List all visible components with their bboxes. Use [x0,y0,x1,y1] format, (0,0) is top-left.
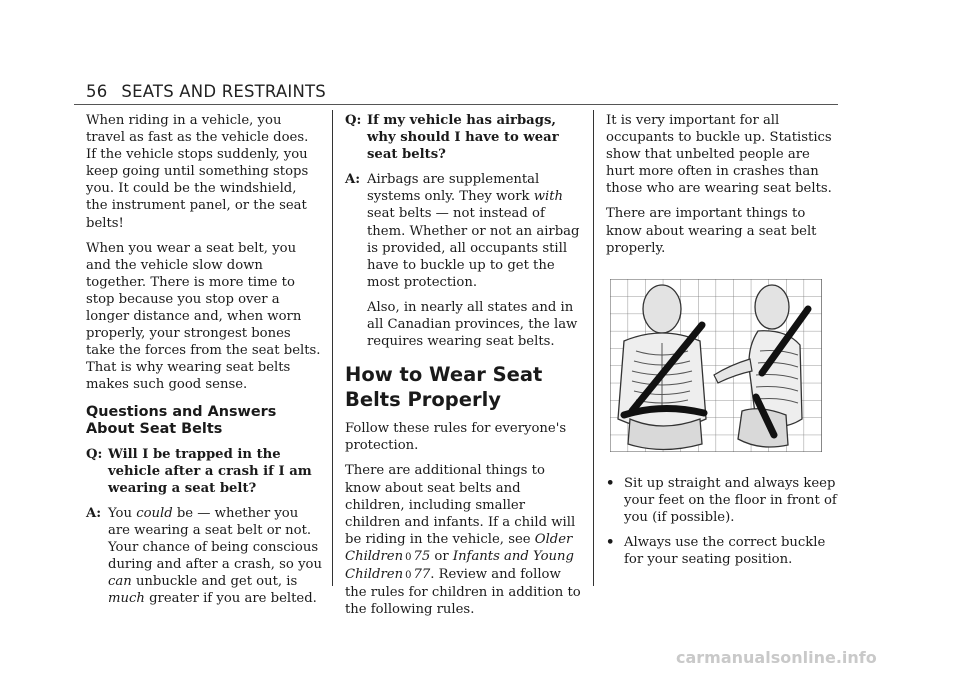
page-ref-77[interactable]: 77 [413,566,431,582]
q-label: Q: [345,113,362,128]
link-older-children[interactable]: Older Children [345,531,573,564]
subheading-qa: Questions and Answers About Seat Belts [86,403,277,437]
watermark: carmanualsonline.info [676,648,877,667]
seat-belt-illustration [610,279,822,452]
section-heading: How to Wear Seat Belts Properly [345,363,543,412]
header-rule [74,104,838,105]
column-3 [606,112,840,576]
list-item: • Always use the correct buckle for your seating position. [606,535,826,568]
answer-text: Airbags are supplemental systems only. They work with seat belts — not instead of them. Whether or not an airbag is provided, all occupants still have to buckle up to get the most protection. Also, in nearly all states and in all Canadian provinces, the law requires wearing seat belts. [367,172,580,350]
section-title: SEATS AND RESTRAINTS [121,82,326,101]
question-text: If my vehicle has airbags, why should I have to wear seat belts? [367,113,559,163]
column-1 [86,112,322,615]
bullet-icon: • [606,475,615,491]
bullet-icon: • [606,535,615,551]
column-divider-2 [593,110,594,586]
question-1 [86,446,322,497]
question-2 [345,112,582,163]
column-divider-1 [332,110,333,586]
paragraph: There are important things to know about wearing a seat belt properly. [606,206,817,256]
page-number: 56 [86,82,108,101]
link-infants-young-children[interactable]: Infants and Young Children [345,548,574,582]
column-2 [345,112,582,626]
page-ref-75[interactable]: 75 [413,548,431,564]
a-label: A: [86,505,102,521]
question-text: Will I be trapped in the vehicle after a crash if I am wearing a seat belt? [108,446,312,496]
answer-1 [86,505,322,608]
a-label: A: [345,172,361,188]
paragraph: It is very important for all occupants to buckle up. Statistics show that unbelted people are hurt more often in crashes than those who are wearing seat belts. [606,113,832,197]
q-label: Q: [86,446,103,462]
paragraph: When you wear a seat belt, you and the vehicle slow down together. There is more time to stop because you stop over a longer distance and, when worn properly, your strongest bones take the forces from the seat belts. That is why wearing seat belts makes such good sense. [86,240,321,393]
answer-text: You could be — whether you are wearing a seat belt or not. Your chance of being conscious during and after a crash, so you can unbuckle and get out, is much greater if you are belted. [108,505,322,607]
page-header [86,82,326,101]
list-item: • Sit up straight and always keep your feet on the floor in front of you (if possible). [606,475,837,526]
bullet-list [606,475,840,568]
paragraph-children: There are additional things to know about seat belts and children, including smaller children and infants. If a child will be riding in the vehicle, see Older Children 0 75 or Infants and Young Children 0 77. Review and follow the rules for children in addition to the following rules. [345,463,581,618]
answer-2 [345,171,582,350]
page-ref-icon: 0 [405,569,412,581]
paragraph: When riding in a vehicle, you travel as fast as the vehicle does. If the vehicle stops suddenly, you keep going until something stops you. It could be the windshield, the instrument panel, or the seat belts! [86,113,309,231]
paragraph: Follow these rules for everyone's protection. [345,421,567,454]
page-ref-icon: 0 [405,551,412,563]
